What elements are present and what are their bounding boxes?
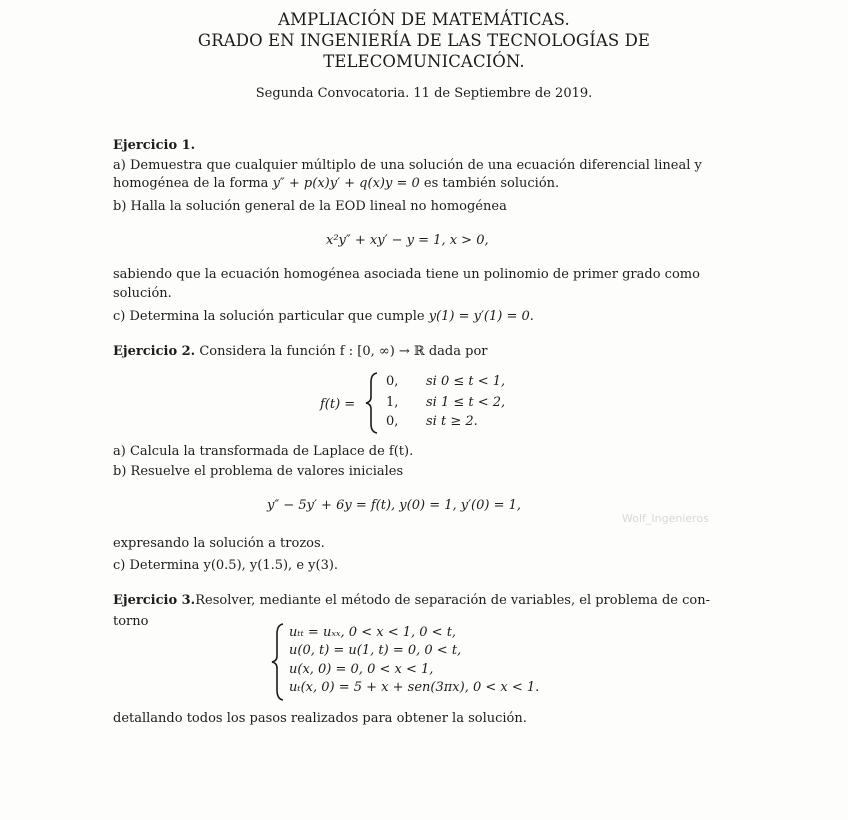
title-line-3: TELECOMUNICACIÓN.: [323, 52, 525, 71]
ex2-piece-value: 1,: [386, 395, 399, 410]
ex2-b-after: expresando la solución a trozos.: [113, 536, 325, 551]
ex1-b-line3: solución.: [113, 286, 172, 301]
ex2-f-label: f(t) =: [320, 397, 356, 412]
ex3-intro: Resolver, mediante el método de separación de variables, el problema de con-: [195, 593, 710, 608]
ex1-b-line2: sabiendo que la ecuación homogénea asociada tiene un polinomio de primer grado como: [113, 267, 700, 282]
ex2-piece-row: [386, 395, 505, 410]
ex3-intro-line2: torno: [113, 614, 149, 629]
exam-session: Segunda Convocatoria. 11 de Septiembre de 2019.: [255, 86, 593, 101]
ex2-b-line: b) Resuelve el problema de valores iniciales: [113, 464, 404, 479]
ex3-system-equation: u(x, 0) = 0, 0 < x < 1,: [289, 662, 434, 677]
ex1-a-equation: y″ + p(x)y′ + q(x)y = 0: [272, 176, 420, 191]
ex2-a-line: a) Calcula la transformada de Laplace de f(t).: [113, 444, 414, 459]
ex1-c-line: [113, 308, 534, 325]
ex3-system-equation: uₜₜ = uₓₓ, 0 < x < 1, 0 < t,: [289, 625, 457, 640]
ex2-piece-row: [386, 374, 505, 389]
watermark: Wolf_Ingenieros: [622, 512, 709, 525]
ex2-piece-condition: si t ≥ 2.: [426, 414, 478, 429]
ex2-c-line: c) Determina y(0.5), y(1.5), e y(3).: [113, 558, 339, 573]
ex2-piece-value: 0,: [386, 414, 399, 429]
ex3-system-equation: uₜ(x, 0) = 5 + x + sen(3πx), 0 < x < 1.: [289, 680, 540, 695]
ex3-system-brace: [270, 623, 286, 701]
ex1-c-pre: c) Determina la solución particular que cumple: [113, 309, 429, 324]
ex1-b-equation: x²y″ + xy′ − y = 1, x > 0,: [326, 233, 489, 248]
ex3-system-equation: u(0, t) = u(1, t) = 0, 0 < t,: [289, 643, 462, 658]
exam-title: [0, 9, 848, 72]
ex1-a-line1: a) Demuestra que cualquier múltiplo de una solución de una ecuación diferencial lineal y: [113, 158, 702, 173]
ex2-piece-condition: si 0 ≤ t < 1,: [426, 374, 506, 389]
ex2-heading: Ejercicio 2.: [113, 344, 196, 359]
ex2-intro-line: [113, 343, 488, 360]
ex1-a-line2-post: es también solución.: [419, 176, 560, 191]
title-line-1: AMPLIACIÓN DE MATEMÁTICAS.: [278, 10, 570, 29]
ex1-b-line1: b) Halla la solución general de la EOD lineal no homogénea: [113, 199, 507, 214]
title-line-2: GRADO EN INGENIERÍA DE LAS TECNOLOGÍAS DE: [197, 31, 651, 50]
ex2-piece-condition: si 1 ≤ t < 2,: [426, 395, 506, 410]
ex2-piece-value: 0,: [386, 374, 399, 389]
ex3-closing: detallando todos los pasos realizados para obtener la solución.: [113, 711, 527, 726]
ex1-a-line2: [113, 175, 559, 192]
ex2-b-equation: y″ − 5y′ + 6y = f(t), y(0) = 1, y′(0) = 1,: [267, 498, 522, 513]
ex1-c-condition: y(1) = y′(1) = 0.: [428, 309, 534, 324]
ex3-intro-line: [113, 592, 710, 609]
ex2-intro: Considera la función f : [0, ∞) → ℝ dada por: [195, 344, 488, 359]
ex2-piecewise-brace: [364, 372, 380, 434]
ex3-heading: Ejercicio 3.: [113, 593, 196, 608]
ex1-a-line2-pre: homogénea de la forma: [113, 176, 273, 191]
ex1-heading: Ejercicio 1.: [113, 138, 196, 153]
ex2-piece-row: [386, 414, 478, 429]
